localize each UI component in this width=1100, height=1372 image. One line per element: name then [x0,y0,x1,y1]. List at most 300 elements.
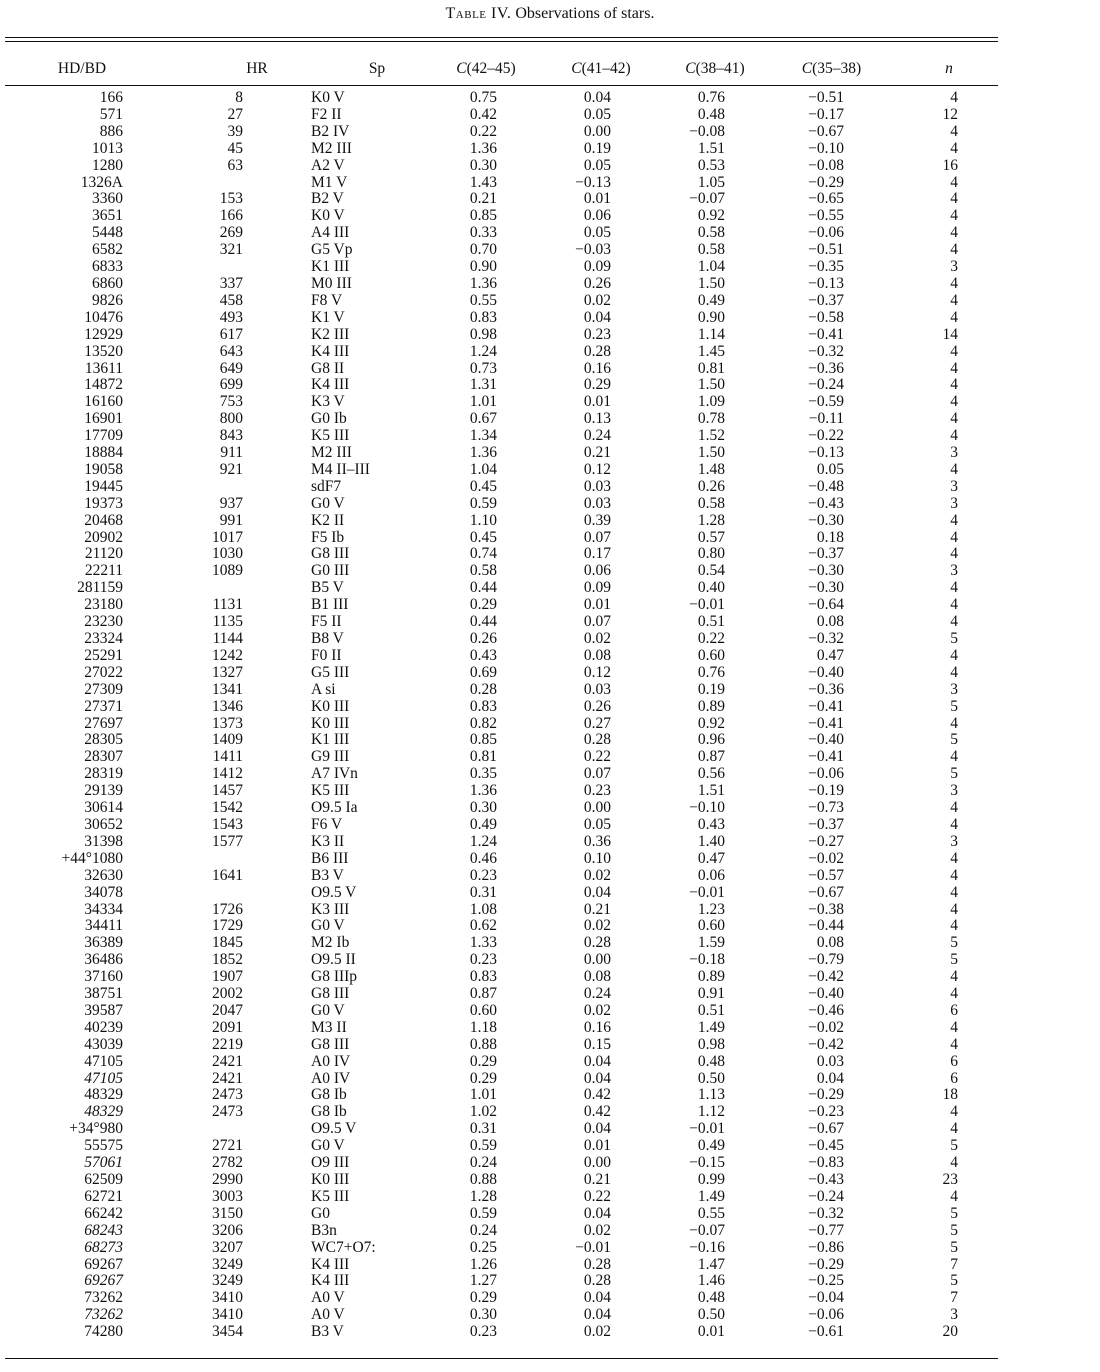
column-header-sp: Sp [368,60,386,77]
cell-c41-42: 0.21 [583,444,611,462]
table-row [5,141,998,158]
table-row [5,614,998,631]
cell-c38-41: 1.49 [697,1187,725,1205]
cell-c35-38: −0.67 [808,122,844,140]
cell-n: 4 [950,393,958,411]
cell-hr: 1641 [212,866,243,884]
cell-sp: B3 V [311,1323,344,1341]
cell-n: 5 [950,1272,958,1290]
cell-sp: F0 II [311,646,342,664]
cell-n: 4 [950,410,958,428]
cell-c42-45: 1.36 [469,274,497,292]
cell-sp: sdF7 [311,477,342,495]
table-row [5,952,998,969]
cell-c38-41: 1.47 [697,1255,725,1273]
cell-sp: B1 III [311,596,349,614]
cell-c38-41: −0.15 [689,1154,725,1172]
cell-c42-45: 0.28 [469,680,497,698]
cell-n: 4 [950,799,958,817]
cell-c35-38: −0.25 [808,1272,844,1290]
cell-n: 4 [950,308,958,326]
cell-c42-45: 0.67 [469,410,497,428]
table-row [5,1189,998,1206]
cell-c41-42: 0.00 [583,799,611,817]
cell-sp: O9 III [311,1154,350,1172]
cell-n: 3 [950,1306,958,1324]
cell-hd: 28307 [84,748,123,766]
cell-hd: 69267 [84,1272,123,1290]
cell-c38-41: 1.59 [697,934,725,952]
cell-c35-38: −0.32 [808,1204,844,1222]
cell-sp: M2 III [311,444,352,462]
color-index-symbol: C [801,60,813,77]
cell-hr: 1030 [212,545,243,563]
cell-hd: 73262 [84,1289,123,1307]
cell-hd: 17709 [84,427,123,445]
cell-hd: 55575 [84,1137,123,1155]
cell-hd: 6833 [92,258,123,276]
cell-n: 4 [950,291,958,309]
cell-hd: 5448 [92,224,123,242]
table-caption [0,5,1100,23]
cell-hd: 38751 [84,985,123,1003]
cell-c41-42: 0.26 [583,274,611,292]
cell-c38-41: 0.80 [697,545,725,563]
cell-hd: 281159 [77,579,123,597]
cell-c35-38: 0.08 [816,613,844,631]
table-row [5,580,998,597]
cell-c41-42: 0.17 [583,545,611,563]
cell-c38-41: 0.91 [697,985,725,1003]
cell-n: 7 [950,1255,958,1273]
cell-hr [187,479,307,496]
cell-c38-41: 0.22 [697,630,725,647]
cell-c35-38: −0.30 [808,562,844,580]
cell-sp: F5 Ib [311,528,345,546]
table-row [5,1206,998,1223]
cell-c35-38: −0.51 [808,241,844,259]
cell-hd: 34078 [84,883,123,901]
cell-hd: 16901 [84,410,123,428]
cell-sp: O9.5 II [311,951,356,969]
cell-c35-38: −0.55 [808,207,844,225]
cell-c38-41: 0.87 [697,748,725,766]
cell-c42-45: 0.29 [469,1069,497,1087]
cell-c35-38: 0.08 [816,934,844,952]
cell-n: 23 [942,1171,958,1188]
table-row [5,276,998,293]
cell-c38-41: 0.49 [697,291,725,309]
table-row [5,918,998,935]
cell-hd: 27022 [84,663,123,681]
cell-c38-41: 0.56 [697,765,725,783]
cell-c42-45: 0.23 [469,866,497,884]
cell-c42-45: 0.69 [469,663,497,681]
cell-c38-41: 0.57 [697,528,725,546]
cell-n: 5 [950,951,958,969]
cell-c42-45: 0.35 [469,765,497,783]
cell-hd: 31398 [84,832,123,850]
cell-c42-45: 1.18 [469,1018,497,1036]
cell-c35-38: −0.22 [808,427,844,445]
cell-hd: 14872 [84,376,123,394]
cell-hr [187,885,307,902]
cell-sp: K2 III [311,325,350,343]
observations-table [5,56,998,1341]
cell-c42-45: 0.30 [469,156,497,174]
cell-n: 18 [942,1086,958,1104]
cell-hr: 1373 [212,714,243,732]
cell-sp: K3 V [311,393,345,411]
cell-c41-42: 0.13 [583,410,611,428]
cell-c38-41: 1.51 [697,139,725,157]
cell-c41-42: 0.03 [583,477,611,495]
cell-n: 3 [950,832,958,850]
cell-n: 4 [950,190,958,208]
cell-c38-41: 1.40 [697,832,725,850]
cell-c35-38: −0.73 [808,799,844,817]
cell-c41-42: 0.04 [583,1204,611,1222]
table-row [5,631,998,648]
cell-c35-38: −0.64 [808,596,844,614]
table-row [5,158,998,175]
column-header-n: n [945,60,953,77]
cell-c41-42: 0.27 [583,714,611,732]
table-row [5,783,998,800]
cell-hd: 57061 [84,1154,123,1172]
cell-c41-42: 0.01 [583,1137,611,1155]
cell-c42-45: 1.36 [469,139,497,157]
cell-n: 4 [950,866,958,884]
cell-hd: 166 [99,89,123,106]
cell-c38-41: 0.99 [697,1171,725,1188]
cell-c38-41: 0.55 [697,1204,725,1222]
cell-c41-42: 0.28 [583,1255,611,1273]
cell-c38-41: 1.48 [697,460,725,478]
cell-c35-38: −0.02 [808,1018,844,1036]
table-row [5,699,998,716]
cell-c35-38: −0.13 [808,274,844,292]
cell-c41-42: 0.05 [583,156,611,174]
cell-hd: 20468 [84,511,123,529]
cell-c42-45: 1.36 [469,782,497,800]
cell-c42-45: 1.34 [469,427,497,445]
cell-c38-41: 0.40 [697,579,725,597]
cell-c38-41: 0.50 [697,1306,725,1324]
cell-c41-42: 0.09 [583,579,611,597]
cell-c42-45: 0.24 [469,1221,497,1239]
cell-hd: 23230 [84,613,123,631]
cell-hr: 1409 [212,731,243,749]
cell-hd: 73262 [84,1306,123,1324]
table-row [5,1071,998,1088]
cell-hd: 34411 [84,917,123,935]
cell-c41-42: 0.15 [583,1035,611,1053]
cell-hr: 3150 [212,1204,243,1222]
cell-c38-41: 0.50 [697,1069,725,1087]
cell-c41-42: 0.42 [583,1086,611,1104]
cell-c35-38: −0.43 [808,494,844,512]
cell-c42-45: 1.31 [469,376,497,394]
table-row [5,428,998,445]
cell-c38-41: 0.48 [697,1289,725,1307]
cell-c35-38: −0.36 [808,359,844,377]
cell-n: 4 [950,815,958,833]
cell-c42-45: 0.59 [469,494,497,512]
cell-c38-41: −0.10 [689,799,725,817]
cell-n: 4 [950,528,958,546]
cell-c35-38: −0.42 [808,968,844,986]
cell-hr: 2091 [212,1018,243,1036]
cell-c38-41: 0.92 [697,714,725,732]
cell-c38-41: 0.60 [697,646,725,664]
cell-c35-38: −0.51 [808,89,844,106]
table-row [5,479,998,496]
cell-c35-38: −0.37 [808,815,844,833]
cell-sp: G0 V [311,1137,345,1155]
cell-c42-45: 0.44 [469,579,497,597]
cell-sp: K0 V [311,89,345,106]
cell-n: 4 [950,579,958,597]
cell-hr: 3410 [212,1289,243,1307]
cell-c41-42: 0.28 [583,731,611,749]
cell-c42-45: 1.01 [469,393,497,411]
cell-hd: 40239 [84,1018,123,1036]
cell-hr: 1346 [212,697,243,715]
cell-hd: 1013 [92,139,123,157]
cell-c42-45: 0.44 [469,613,497,631]
cell-c41-42: 0.00 [583,122,611,140]
cell-c41-42: 0.00 [583,1154,611,1172]
cell-sp: F5 II [311,613,342,631]
cell-c38-41: 0.06 [697,866,725,884]
cell-c35-38: −0.24 [808,1187,844,1205]
cell-hd: 69267 [84,1255,123,1273]
cell-sp: G8 III [311,1035,350,1053]
table-row [5,597,998,614]
cell-c41-42: 0.04 [583,1120,611,1138]
cell-hr: 1089 [212,562,243,580]
table-number: Table IV. [445,5,512,22]
cell-c38-41: 1.45 [697,342,725,360]
table-row [5,1054,998,1071]
cell-c41-42: 0.02 [583,630,611,647]
cell-c41-42: 0.02 [583,1323,611,1341]
cell-n: 6 [950,1069,958,1087]
cell-hd: 43039 [84,1035,123,1053]
cell-c42-45: 0.24 [469,1154,497,1172]
cell-hr: 1411 [212,748,243,766]
table-row [5,1290,998,1307]
cell-sp: K4 III [311,1272,350,1290]
table-row [5,191,998,208]
cell-hd: 47105 [84,1052,123,1070]
cell-c41-42: 0.26 [583,697,611,715]
cell-c41-42: 0.16 [583,1018,611,1036]
cell-sp: K2 II [311,511,345,529]
cell-c35-38: −0.45 [808,1137,844,1155]
table-row [5,648,998,665]
column-header-hd: HD/BD [57,60,107,77]
cell-hd: 32630 [84,866,123,884]
cell-c35-38: 0.05 [816,460,844,478]
cell-sp: A si [311,680,336,698]
cell-c35-38: −0.42 [808,1035,844,1053]
cell-c42-45: 0.82 [469,714,497,732]
cell-hr: 2990 [212,1171,243,1188]
table-row [5,851,998,868]
cell-c42-45: 0.45 [469,477,497,495]
cell-n: 4 [950,900,958,918]
cell-sp: A2 V [311,156,345,174]
cell-hr [187,175,307,192]
cell-c42-45: 0.45 [469,528,497,546]
cell-c38-41: 1.50 [697,444,725,462]
cell-hd: 571 [99,105,123,123]
cell-c42-45: 0.26 [469,630,497,647]
cell-sp: K3 III [311,900,350,918]
cell-c41-42: 0.19 [583,139,611,157]
cell-c41-42: 0.28 [583,342,611,360]
cell-c35-38: 0.18 [816,528,844,546]
cell-hr: 643 [219,342,243,360]
cell-sp: G8 III [311,545,350,563]
cell-sp: G8 III [311,985,350,1003]
cell-c38-41: 0.89 [697,968,725,986]
cell-c35-38: −0.46 [808,1001,844,1019]
cell-c35-38: −0.29 [808,1086,844,1104]
cell-c41-42: 0.04 [583,1289,611,1307]
cell-n: 16 [942,156,958,174]
cell-c35-38: −0.08 [808,156,844,174]
cell-hd: 18884 [84,444,123,462]
cell-c42-45: 1.27 [469,1272,497,1290]
cell-sp: K4 III [311,342,350,360]
cell-c41-42: 0.02 [583,917,611,935]
cell-n: 4 [950,460,958,478]
cell-c42-45: 1.24 [469,342,497,360]
cell-c35-38: −0.40 [808,731,844,749]
table-row [5,445,998,462]
cell-c35-38: −0.57 [808,866,844,884]
cell-c38-41: 1.04 [697,258,725,276]
cell-c41-42: 0.16 [583,359,611,377]
cell-hd: 1280 [92,156,123,174]
cell-hr: 1577 [212,832,243,850]
cell-n: 4 [950,376,958,394]
cell-sp: K5 III [311,782,350,800]
cell-sp: G0 V [311,1001,345,1019]
cell-hr: 45 [227,139,243,157]
cell-hr: 1726 [212,900,243,918]
cell-c42-45: 0.87 [469,985,497,1003]
cell-n: 3 [950,494,958,512]
cell-c35-38: −0.10 [808,139,844,157]
column-header-c35-38: C(35–38) [801,60,862,77]
table-row [5,107,998,124]
table-body [5,90,998,1341]
cell-c41-42: 0.02 [583,866,611,884]
cell-hr: 911 [220,444,243,462]
cell-c41-42: 0.07 [583,765,611,783]
cell-hd: 13611 [84,359,123,377]
cell-n: 4 [950,1187,958,1205]
table-row [5,1121,998,1138]
cell-hr: 1729 [212,917,243,935]
cell-sp: K0 III [311,1171,350,1188]
table-row [5,530,998,547]
cell-c41-42: 0.28 [583,934,611,952]
cell-c35-38: −0.30 [808,579,844,597]
cell-c38-41: 1.46 [697,1272,725,1290]
cell-c35-38: −0.40 [808,663,844,681]
cell-c41-42: 0.03 [583,680,611,698]
table-row [5,208,998,225]
cell-sp: G5 Vp [311,241,353,259]
cell-c42-45: 0.83 [469,968,497,986]
cell-c42-45: 1.04 [469,460,497,478]
table-row [5,1307,998,1324]
cell-c38-41: 0.96 [697,731,725,749]
cell-n: 6 [950,1052,958,1070]
cell-c38-41: 1.12 [697,1103,725,1121]
bottom-rule [5,1358,998,1359]
cell-c35-38: −0.35 [808,258,844,276]
cell-sp: K5 III [311,427,350,445]
cell-n: 3 [950,680,958,698]
cell-n: 4 [950,714,958,732]
cell-hr: 1135 [212,613,243,631]
cell-c42-45: 0.29 [469,1052,497,1070]
cell-c38-41: 0.76 [697,89,725,106]
table-row [5,1138,998,1155]
cell-c42-45: 0.81 [469,748,497,766]
cell-c41-42: 0.24 [583,985,611,1003]
cell-c42-45: 0.83 [469,308,497,326]
cell-hr: 3206 [212,1221,243,1239]
cell-c35-38: −0.44 [808,917,844,935]
table-row [5,242,998,259]
cell-c42-45: 1.24 [469,832,497,850]
cell-hr: 2421 [212,1052,243,1070]
cell-c42-45: 0.25 [469,1238,497,1256]
cell-n: 12 [942,105,958,123]
cell-n: 4 [950,224,958,242]
cell-hr: 699 [219,376,243,394]
cell-c38-41: 0.47 [697,849,725,867]
cell-c38-41: 0.58 [697,494,725,512]
table-row [5,259,998,276]
cell-c35-38: −0.29 [808,173,844,191]
cell-hr: 617 [219,325,243,343]
cell-c35-38: −0.23 [808,1103,844,1121]
column-header-c38-41: C(38–41) [685,60,745,77]
cell-c42-45: 0.33 [469,224,497,242]
cell-hr: 3410 [212,1306,243,1324]
column-header-c42-45: C(42–45) [456,60,516,77]
table-row [5,749,998,766]
cell-c42-45: 1.33 [469,934,497,952]
cell-n: 4 [950,89,958,106]
table-row [5,1020,998,1037]
cell-sp: M1 V [311,173,348,191]
cell-hd: 27309 [84,680,123,698]
cell-c35-38: −0.59 [808,393,844,411]
cell-n: 5 [950,934,958,952]
cell-hr: 1852 [212,951,243,969]
cell-c41-42: 0.12 [583,663,611,681]
color-index-symbol: C [571,60,582,77]
